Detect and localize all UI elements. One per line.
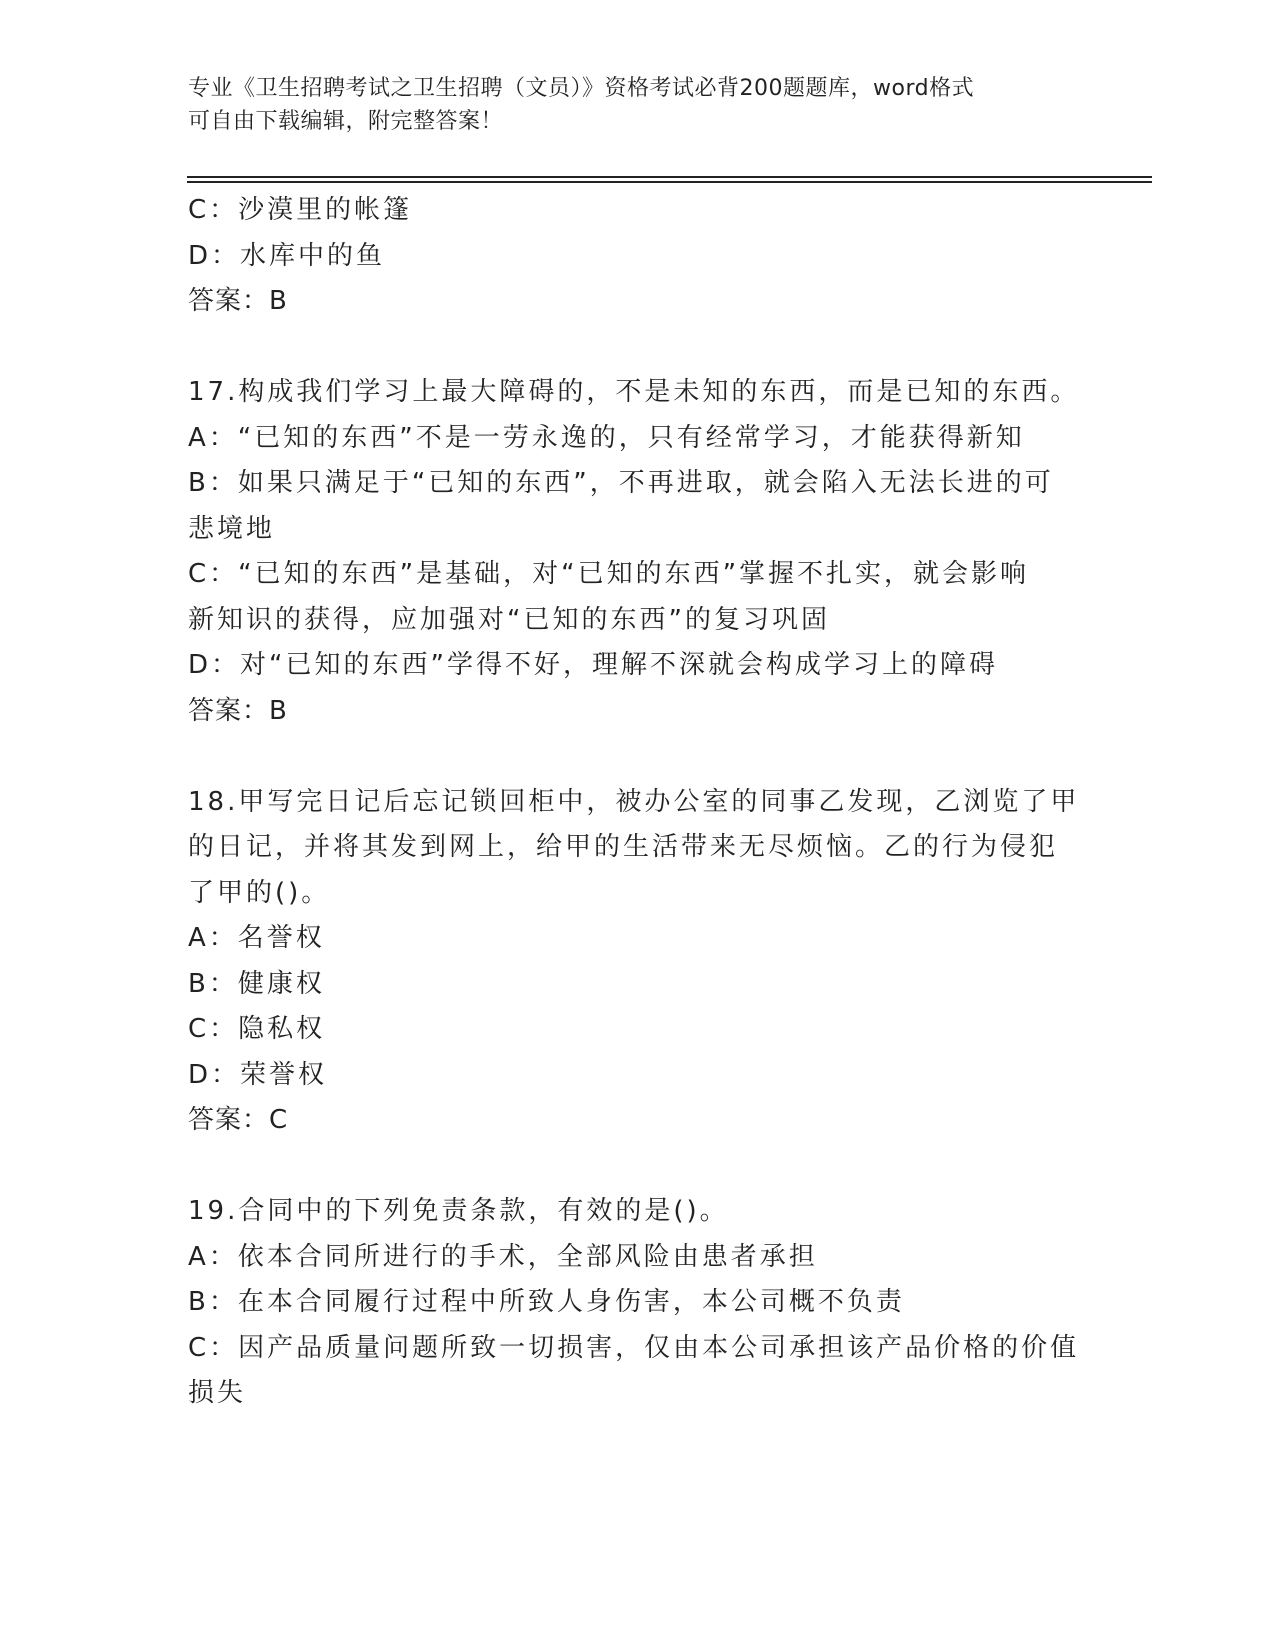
q17-option-b-line2: 悲境地 — [188, 513, 276, 544]
q17-stem: 17.构成我们学习上最大障碍的，不是未知的东西，而是已知的东西。 — [188, 377, 1080, 407]
q18-option-a: A：名誉权 — [188, 923, 325, 953]
q16-option-c: C：沙漠里的帐篷 — [188, 195, 413, 225]
q18-stem-line1: 18.甲写完日记后忘记锁回柜中，被办公室的同事乙发现，乙浏览了甲 — [188, 786, 1080, 817]
q18-option-b: B：健康权 — [188, 968, 325, 999]
q18-option-c: C：隐私权 — [188, 1014, 326, 1044]
q17-option-c-line1: C：“已知的东西”是基础，对“已知的东西”掌握不扎实，就会影响 — [188, 559, 1030, 589]
header-line-1: 专业《卫生招聘考试之卫生招聘（文员）》资格考试必背200题题库，word格式 — [188, 76, 975, 101]
header-divider — [187, 176, 1152, 183]
q18-stem-line3: 了甲的()。 — [188, 877, 331, 908]
question-16-tail — [188, 188, 1078, 325]
q19-option-c-line1: C：因产品质量问题所致一切损害，仅由本公司承担该产品价格的价值 — [188, 1332, 1080, 1363]
q17-option-a: A：“已知的东西”不是一劳永逸的，只有经常学习，才能获得新知 — [188, 422, 1025, 453]
q19-option-b: B：在本合同履行过程中所致人身伤害，本公司概不负责 — [188, 1287, 905, 1317]
header-line-2: 可自由下载编辑，附完整答案！ — [188, 109, 504, 134]
question-18 — [188, 780, 1078, 1144]
page-header — [188, 72, 1068, 138]
spacer — [188, 325, 1078, 371]
question-content — [188, 188, 1078, 1417]
q18-answer: 答案：C — [188, 1105, 289, 1135]
q19-option-c-line2: 损失 — [188, 1378, 247, 1408]
q17-option-c-line2: 新知识的获得，应加强对“已知的东西”的复习巩固 — [188, 604, 830, 635]
spacer — [188, 1144, 1078, 1190]
q17-option-d: D：对“已知的东西”学得不好，理解不深就会构成学习上的障碍 — [188, 650, 998, 680]
q17-answer: 答案：B — [188, 695, 288, 726]
q18-stem-line2: 的日记，并将其发到网上，给甲的生活带来无尽烦恼。乙的行为侵犯 — [188, 832, 1059, 862]
q17-option-b-line1: B：如果只满足于“已知的东西”，不再进取，就会陷入无法长进的可 — [188, 468, 1054, 498]
question-19 — [188, 1189, 1078, 1417]
q18-option-d: D：荣誉权 — [188, 1059, 328, 1090]
q19-option-a: A：依本合同所进行的手术，全部风险由患者承担 — [188, 1241, 818, 1272]
q16-answer: 答案：B — [188, 286, 288, 316]
question-17 — [188, 370, 1078, 734]
q16-option-d: D：水库中的鱼 — [188, 240, 386, 271]
spacer — [188, 734, 1078, 780]
q19-stem: 19.合同中的下列免责条款，有效的是()。 — [188, 1196, 729, 1226]
